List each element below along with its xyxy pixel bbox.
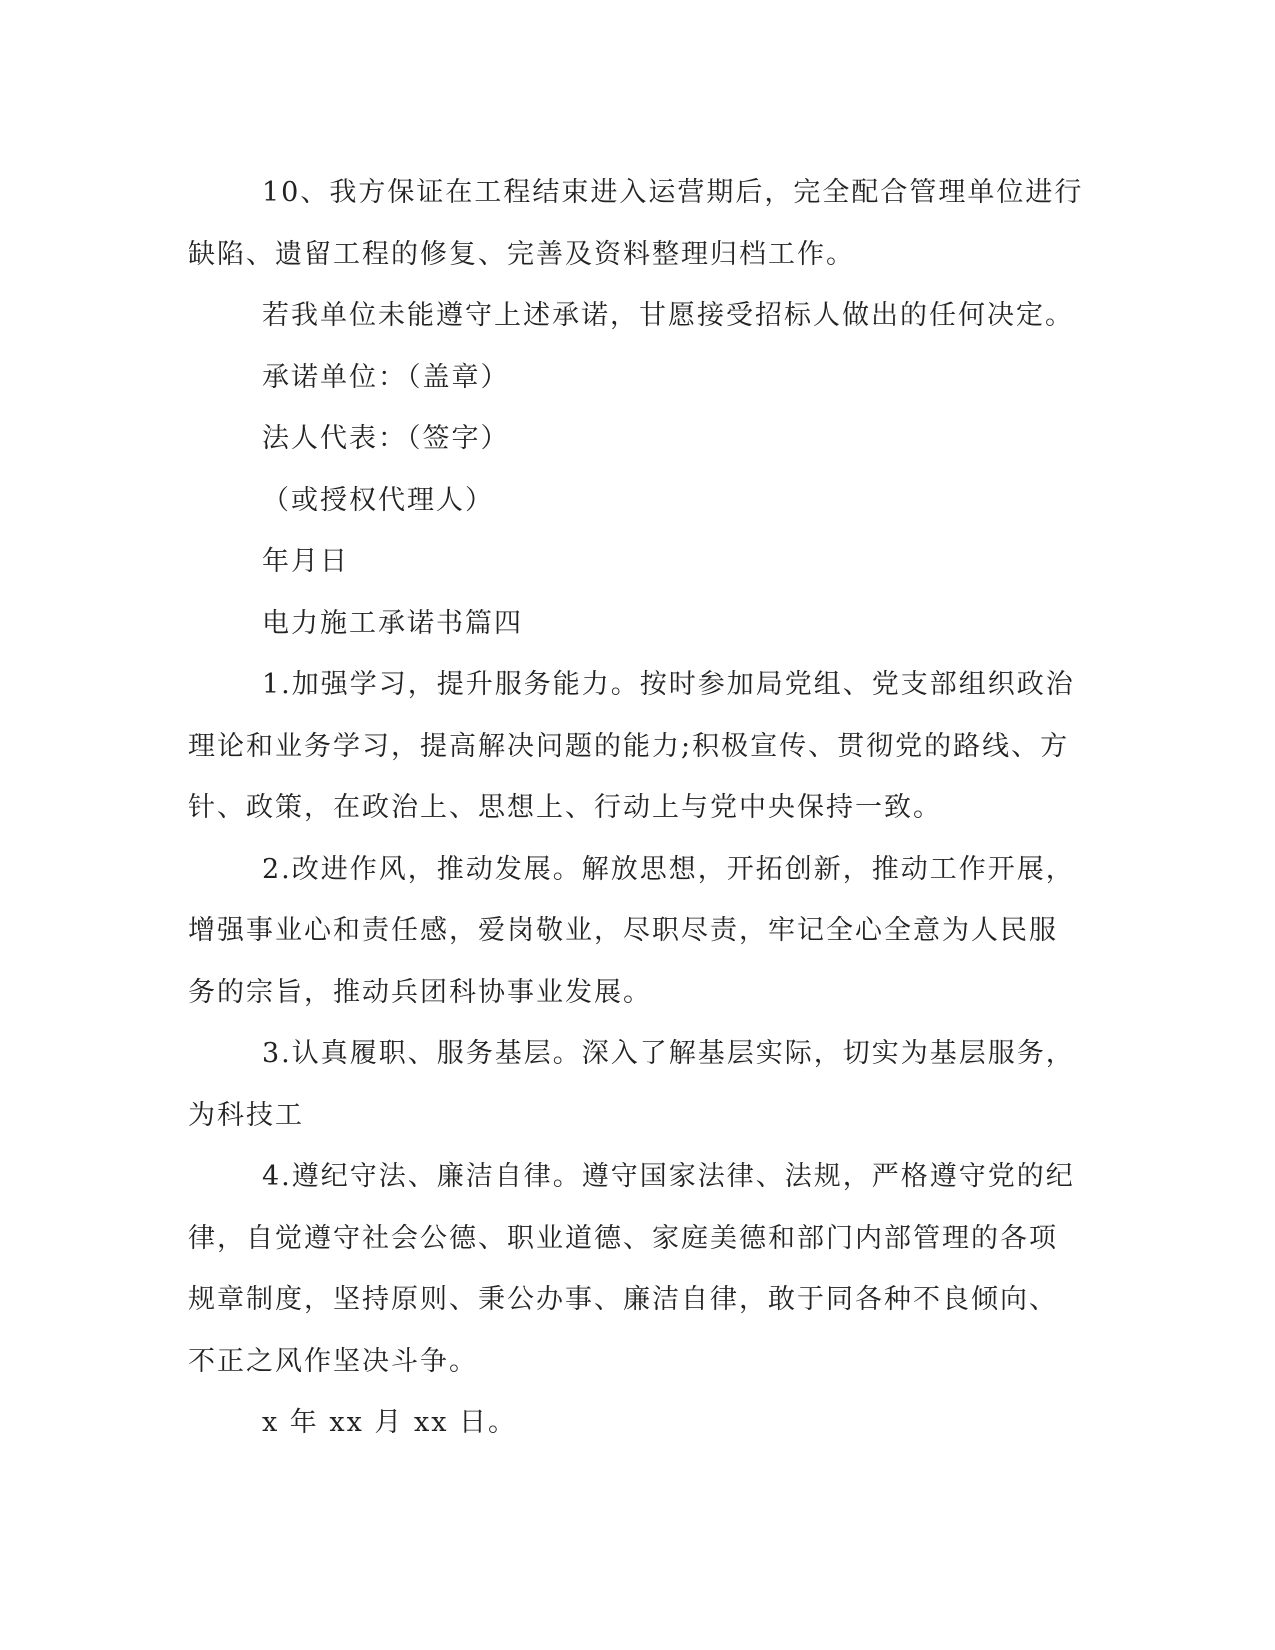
- paragraph-line: 4.遵纪守法、廉洁自律。遵守国家法律、法规，严格遵守党的纪: [262, 1161, 1075, 1192]
- section-title: 电力施工承诺书篇四: [262, 607, 523, 639]
- paragraph-line: 2.改进作风，推动发展。解放思想，开拓创新，推动工作开展，: [262, 853, 1075, 885]
- signature-unit-line: 承诺单位：（盖章）: [262, 361, 510, 393]
- paragraph-line: 律，自觉遵守社会公德、职业道德、家庭美德和部门内部管理的各项: [188, 1222, 1058, 1254]
- paragraph-line: 增强事业心和责任感，爱岗敬业，尽职尽责，牢记全心全意为人民服: [188, 915, 1058, 946]
- legal-representative-line: 法人代表：（签字）: [262, 423, 510, 454]
- authorized-agent-line: （或授权代理人）: [262, 484, 494, 516]
- paragraph-line: 10、我方保证在工程结束进入运营期后，完全配合管理单位进行: [262, 177, 1084, 208]
- date-line: 年月日: [262, 546, 349, 577]
- document-body: [188, 162, 1088, 1454]
- paragraph-line: 务的宗旨，推动兵团科协事业发展。: [188, 976, 652, 1008]
- paragraph-line: 针、政策，在政治上、思想上、行动上与党中央保持一致。: [188, 792, 942, 823]
- paragraph-line: 缺陷、遗留工程的修复、完善及资料整理归档工作。: [188, 238, 855, 270]
- paragraph-line: 规章制度，坚持原则、秉公办事、廉洁自律，敢于同各种不良倾向、: [188, 1284, 1058, 1315]
- paragraph-line: 若我单位未能遵守上述承诺，甘愿接受招标人做出的任何决定。: [262, 300, 1074, 331]
- closing-date-line: x 年 xx 月 xx 日。: [262, 1407, 518, 1438]
- paragraph-line: 不正之风作坚决斗争。: [188, 1345, 478, 1377]
- paragraph-line: 1.加强学习，提升服务能力。按时参加局党组、党支部组织政治: [262, 669, 1075, 700]
- paragraph-line: 为科技工: [188, 1099, 304, 1131]
- paragraph-line: 理论和业务学习，提高解决问题的能力;积极宣传、贯彻党的路线、方: [188, 730, 1070, 762]
- paragraph-line: 3.认真履职、服务基层。深入了解基层实际，切实为基层服务，: [262, 1038, 1075, 1069]
